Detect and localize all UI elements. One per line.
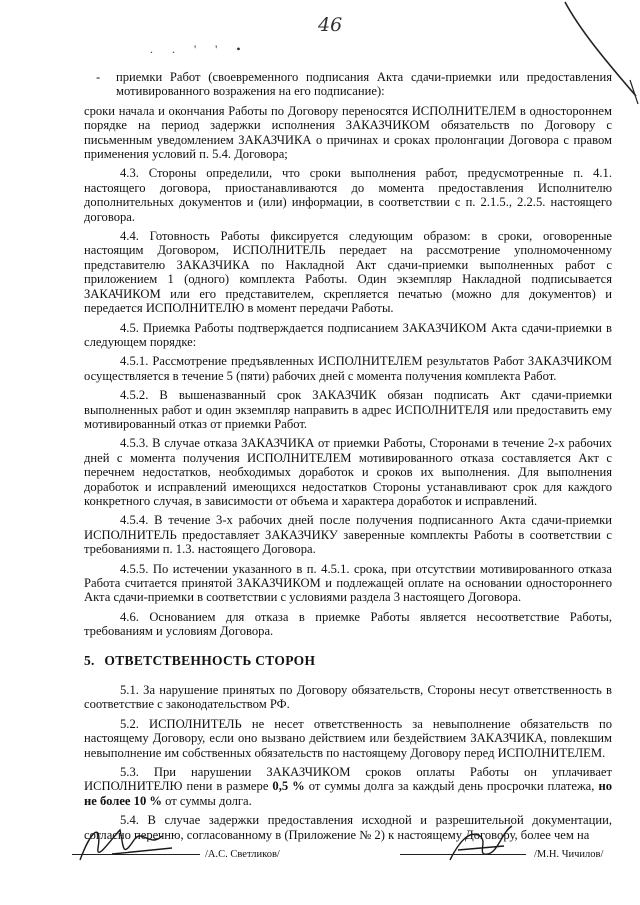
paragraph-4-5-5: 4.5.5. По истечении указанного в п. 4.5.1. срока, при отсутствии мотивированного отказа Работа считается принятой ЗАКАЗЧИКОМ и подлежащей оплате на основании одностороннего Акта сдачи-приемки в соответствии с условиями раздела 3 настоящего Договора. [84,561,612,605]
paragraph-4-5: 4.5. Приемка Работы подтверждается подписанием ЗАКАЗЧИКОМ Акта сдачи-приемки в следующем порядке: [84,320,612,349]
penalty-rate: 0,5 % [272,779,305,794]
paragraph-5-3 [84,765,612,808]
paragraph-4-4: 4.4. Готовность Работы фиксируется следующим образом: в сроки, оговоренные настоящим Договором, ИСПОЛНИТЕЛЬ передает на рассмотрение уполномоченному представителю ЗАКАЗЧИКА по Накладной Акт сдачи-приемки выполненных работ с приложением 1 (одного) комплекта Работы. Один экземпляр Накладной подписывается ЗАКАЧИКОМ или его представителем, скрепляется печатью (можно для документов) и передается ИСПОЛНИТЕЛЮ в момент передачи Работы. [84,229,612,316]
paragraph-5-1: 5.1. За нарушение принятых по Договору обязательств, Стороны несут ответственность в соответствие с законодательством РФ. [84,683,612,712]
text-5-3-e: от суммы долга. [162,793,252,808]
right-signature [440,820,520,870]
right-signature-line [400,854,526,855]
paragraph-5-4: 5.4. В случае задержки предоставления исходной и разрешительной документации, согласно перечню, согласованному в (Приложение № 2) к настоящему Договору, более чем на [84,813,612,842]
document-body [84,70,612,847]
list-item-acceptance [84,70,612,99]
paragraph-4-6: 4.6. Основанием для отказа в приемке Работы является несоответствие Работы, требованиям и условиям Договора. [84,609,612,639]
left-signatory-name: /А.С. Светликов/ [205,849,280,860]
right-signatory-name: /М.Н. Чичилов/ [534,849,604,860]
left-signature [72,818,182,868]
penalty-cap: но не более 10 % [84,779,612,808]
paragraph-4-5-4: 4.5.4. В течение 3-х рабочих дней после получения подписанного Акта сдачи-приемки ИСПОЛНИТЕЛЬ предоставляет ЗАКАЗЧИКУ заверенные комплекты Работы в соответствии с требованиями п. 1.3. настоящего Договора. [84,513,612,557]
list-dash: - [96,70,101,84]
section-5-heading [84,654,612,668]
left-signature-line [72,854,200,855]
text-5-3-a: 5.3. При нарушении ЗАКАЗЧИКОМ сроков оплаты Работы он уплачивает ИСПОЛНИТЕЛЮ пени в размере [84,765,612,794]
paragraph-terms-moved: сроки начала и окончания Работы по Договору переносятся ИСПОЛНИТЕЛЕМ в одностороннем порядке на период задержки исполнения ЗАКАЗЧИКОМ обязательств по Договору с письменным уведомлением ЗАКАЗЧИКА о причинах и сроках пролонгации Договора с правом применения условий п. 5.4. Договора; [84,103,612,162]
page-number: 46 [318,14,343,36]
stray-marks: . . ' ' • [150,42,249,56]
section-number: 5. [84,652,95,668]
paragraph-4-3: 4.3. Стороны определили, что сроки выполнения работ, предусмотренные п. 4.1. настоящего договора, приостанавливаются до момента предоставления Исполнителю дополнительных документов и (или) информации, в соответствии с п. 2.1.5., 2.2.5. настоящего договора. [84,166,612,224]
list-item-text: приемки Работ (своевременного подписания Акта сдачи-приемки или предоставления мотивированного возражения на его подписание): [116,70,612,99]
paragraph-5-2: 5.2. ИСПОЛНИТЕЛЬ не несет ответственность за невыполнение обязательств по настоящему Договору, если оно вызвано действием или бездействием ЗАКАЗЧИКА, повлекшим невыполнение им собственных обязательств по настоящему Договору перед ИСПОЛНИТЕЛЕМ. [84,716,612,760]
paragraph-4-5-2: 4.5.2. В вышеназванный срок ЗАКАЗЧИК обязан подписать Акт сдачи-приемки выполненных работ и один экземпляр направить в адрес ИСПОЛНИТЕЛЯ или предоставить ему мотивированный отказ от приемки Работ. [84,388,612,431]
text-5-3-c: от суммы долга за каждый день просрочки платежа, [304,779,599,794]
section-title: ОТВЕТСТВЕННОСТЬ СТОРОН [104,652,316,668]
paragraph-4-5-3: 4.5.3. В случае отказа ЗАКАЗЧИКА от приемки Работы, Сторонами в течение 2-х рабочих дней с момента получения ИСПОЛНИТЕЛЕМ мотивированного отказа составляется Акт с перечнем недостатков, необходимых доработок и сроков их выполнения. Для выполнения доработок и исправлений имеющихся недостатков Стороны устанавливают срок для каждого конкретного случая, в зависимости от объема и характера доработок и исправлений. [84,436,612,508]
paragraph-4-5-1: 4.5.1. Рассмотрение предъявленных ИСПОЛНИТЕЛЕМ результатов Работ ЗАКАЗЧИКОМ осуществляется в течение 5 (пяти) рабочих дней с момента получения комплекта Работ. [84,354,612,383]
